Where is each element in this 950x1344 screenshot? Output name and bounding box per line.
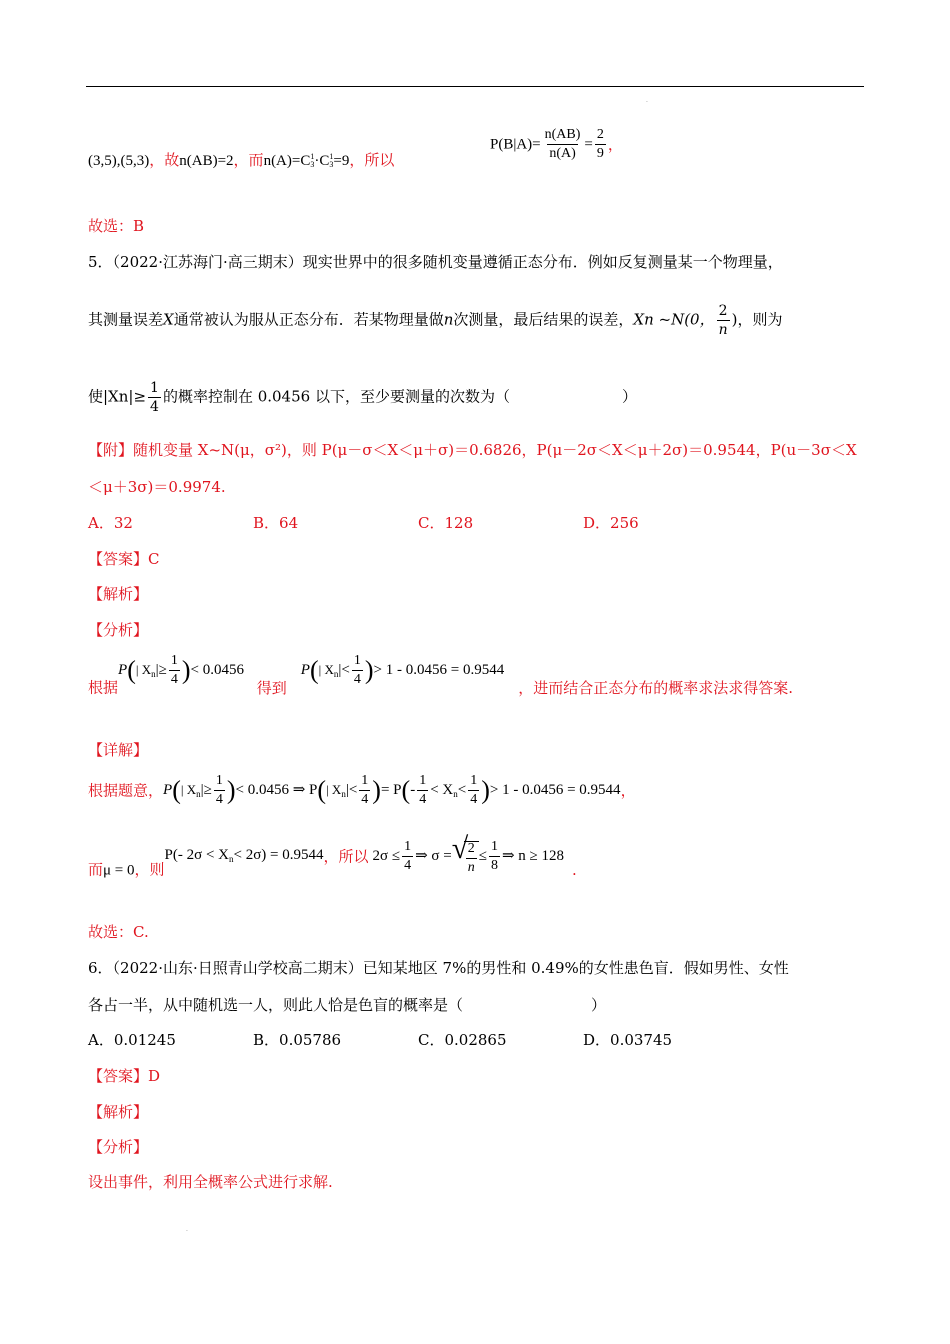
fraction [595, 128, 606, 161]
text: ，故 [149, 151, 180, 169]
text: 根据 [88, 678, 119, 697]
q6-answer: 【答案】D [88, 1067, 161, 1085]
text: ） [591, 996, 607, 1014]
q6-option-c: C．0.02865 [418, 1031, 507, 1049]
text: . [572, 860, 577, 879]
q5-stem-line2 [88, 304, 783, 337]
math-p: P [118, 661, 128, 678]
math-ge: |≥ [200, 781, 212, 798]
q5-option-c: C．128 [418, 514, 474, 532]
math-s2: ⇒ σ = [415, 847, 452, 864]
text: 次测量，最后结果的误差， [453, 310, 634, 329]
q5-detail-line2 [88, 832, 577, 884]
text: 其测量误差 [88, 310, 164, 329]
frac-num: 2 [718, 303, 728, 319]
q5-jiexi-heading: 【解析】 [88, 585, 149, 603]
q6-analysis: 设出事件，利用全概率公式进行求解. [88, 1173, 333, 1191]
q5-xiangjie-heading: 【详解】 [88, 741, 149, 759]
sqrt-symbol: √ $\frac{2}{n}$ [452, 838, 479, 875]
frac-den: n(A) [549, 146, 576, 161]
text: 得到 [256, 678, 287, 697]
frac-num: 1 [470, 773, 478, 788]
math-s1: 2σ ≤ [372, 847, 401, 864]
text: ，所以 [323, 847, 369, 866]
header-rule [86, 86, 864, 87]
frac-den: 9 [596, 146, 604, 161]
frac-num: 1 [404, 839, 412, 854]
q5-option-d: D．256 [583, 514, 639, 532]
frac-num: 1 [361, 773, 369, 788]
frac-num: 1 [150, 380, 159, 396]
math-x: | X [326, 781, 342, 797]
q5-option-a: A．32 [88, 514, 133, 532]
frac-num: 2 [467, 841, 475, 856]
math-lt: < X [430, 781, 454, 798]
math-p: P [163, 781, 173, 798]
q6-stem-line2 [88, 995, 606, 1015]
frac-den: 4 [170, 672, 178, 687]
q5-final: 故选：C. [88, 923, 149, 941]
q6-option-b: B．0.05786 [253, 1031, 342, 1049]
frac-den: 4 [353, 672, 361, 687]
q6-option-d: D．0.03745 [583, 1031, 673, 1049]
math-eq9: =9 [333, 153, 350, 169]
c-sup: 1 [329, 152, 334, 161]
math-dist: Xn ~N(0， [633, 310, 715, 329]
q6-option-a: A．0.01245 [88, 1031, 176, 1049]
text: 各占一半，从中随机选一人，则此人恰是色盲的概率是（ [88, 996, 464, 1014]
frac-den: 4 [419, 792, 427, 807]
q5-fenxi-heading: 【分析】 [88, 621, 149, 639]
c-sub: 3 [310, 160, 315, 169]
text: ， [620, 781, 636, 800]
frac-den: 4 [361, 792, 369, 807]
fraction [148, 381, 161, 414]
text: ，所以 [349, 151, 395, 169]
math-pba: P(B|A)= [490, 136, 541, 153]
math-nab: n(AB)=2 [179, 153, 234, 169]
frac-den: 4 [215, 792, 223, 807]
q5-stem-line1: 5．（2022·江苏海门·高三期末）现实世界中的很多随机变量遵循正态分布．例如反复测量某一个物理量， [88, 253, 783, 271]
q5-note-line2: ＜μ＋3σ)＝0.9974. [88, 478, 226, 496]
q5-note-line1: 【附】随机变量 X~N(μ，σ²)，则 P(μ－σ＜X＜μ＋σ)＝0.6826，P(μ－2σ＜X＜μ＋2σ)＝0.9544，P(u－3σ＜X [88, 441, 857, 459]
text: ，进而结合正态分布的概率求法求得答案. [518, 678, 793, 697]
frac-num: 1 [215, 773, 223, 788]
frac-den: 4 [150, 399, 159, 415]
math-p: P [300, 661, 310, 678]
text: ， [607, 135, 623, 154]
var-x: X [163, 310, 174, 329]
footer-dot: . [186, 1226, 188, 1233]
math-eq: = [584, 136, 593, 153]
prev-answer: 故选：B [88, 217, 145, 235]
q5-detail-line1: 根据题意，P(| $X_n|\ge$ $\frac{1}{4}$ )< 0.0456 ⇒ P(| $X_n|<$ $\frac{1}{4}$ )= P(- $\frac{1}{4}$ < $X_n<$ $\frac{1}{4}$ )> 1 - 0.0456 = 0.9544， [88, 773, 636, 807]
text: 而 [88, 860, 104, 879]
prev-formula [490, 128, 623, 161]
math-x: | X [318, 661, 334, 677]
text: 的概率控制在 0.0456 以下，至少要测量的次数为（ [162, 387, 510, 406]
frac-den: n [718, 322, 728, 338]
math-eqp: = P [380, 781, 402, 798]
var-n: n [443, 310, 454, 329]
pairs-text: (3,5),(5,3) [88, 153, 150, 169]
sub-n: n [229, 853, 234, 864]
fraction [543, 128, 583, 161]
sub-n: n [341, 788, 346, 799]
math-x: | X [180, 781, 197, 797]
text: ，则 [134, 860, 165, 879]
q6-jiexi-heading: 【解析】 [88, 1103, 149, 1121]
q5-stem-line3 [88, 381, 637, 414]
math-gt: > 1 - 0.0456 = 0.9544 [373, 661, 505, 678]
sub-n: n [333, 668, 339, 679]
math-end: > 1 - 0.0456 = 0.9544 [489, 781, 621, 798]
q5-answer: 【答案】C [88, 550, 160, 568]
math-s4: ⇒ n ≥ 128 [501, 847, 565, 864]
fraction [717, 304, 730, 337]
math-mid: < 0.0456 ⇒ P [235, 781, 318, 798]
math-lt: < 0.0456 [190, 661, 244, 678]
frac-den: 4 [470, 792, 478, 807]
math-lt: |< [338, 661, 350, 678]
q6-stem-line1: 6．（2022·山东·日照青山学校高二期末）已知某地区 7%的男性和 0.49%的女性患色盲．假如男性、女性 [88, 959, 789, 977]
frac-num: n(AB) [544, 127, 581, 142]
frac-num: 1 [419, 773, 427, 788]
math-p2: < 2σ) = 0.9544 [233, 846, 324, 863]
sub-n: n [151, 668, 156, 679]
math-x: | X [135, 661, 152, 677]
math-c2: ·C [314, 153, 330, 169]
frac-den: 8 [490, 858, 498, 873]
frac-den: n [467, 860, 475, 875]
math-lt: < [457, 781, 467, 798]
math-p: P(- 2σ < X [164, 846, 230, 863]
frac-num: 1 [170, 653, 178, 668]
header-dot: . [646, 97, 648, 104]
sub-n: n [196, 788, 201, 799]
text: ） [621, 387, 637, 406]
q5-option-b: B．64 [253, 514, 299, 532]
text: ，而 [233, 151, 264, 169]
frac-den: 4 [404, 858, 412, 873]
math-ge: |≥ [155, 661, 167, 678]
math-s3: ≤ [478, 847, 487, 864]
frac-num: 1 [353, 653, 361, 668]
math-minus: - [410, 781, 416, 798]
frac-num: 1 [490, 839, 498, 854]
math-na: n(A)=C [263, 153, 311, 169]
frac-num: 2 [596, 127, 604, 142]
c-sub: 3 [329, 160, 334, 169]
text: 通常被认为服从正态分布．若某物理量做 [173, 310, 444, 329]
q6-fenxi-heading: 【分析】 [88, 1138, 149, 1156]
q5-analysis-line: 根据P(| $X_n|\ge$ $\frac{1}{4}$ )< 0.0456 得到P(| $X_n|<$ $\frac{1}{4}$ )> 1 - 0.0456 = 0.9544，进而结合正态分布的概率求法求得答案. [88, 653, 793, 697]
text: 使|Xn|≥ [88, 387, 147, 406]
prev-solution-line [88, 150, 394, 171]
math-lt: |< [345, 781, 358, 798]
text: )，则为 [731, 310, 783, 329]
c-sup: 1 [310, 152, 315, 161]
text: 根据题意， [88, 781, 164, 800]
math-mu: μ = 0 [103, 862, 135, 879]
sub-n: n [453, 788, 458, 799]
